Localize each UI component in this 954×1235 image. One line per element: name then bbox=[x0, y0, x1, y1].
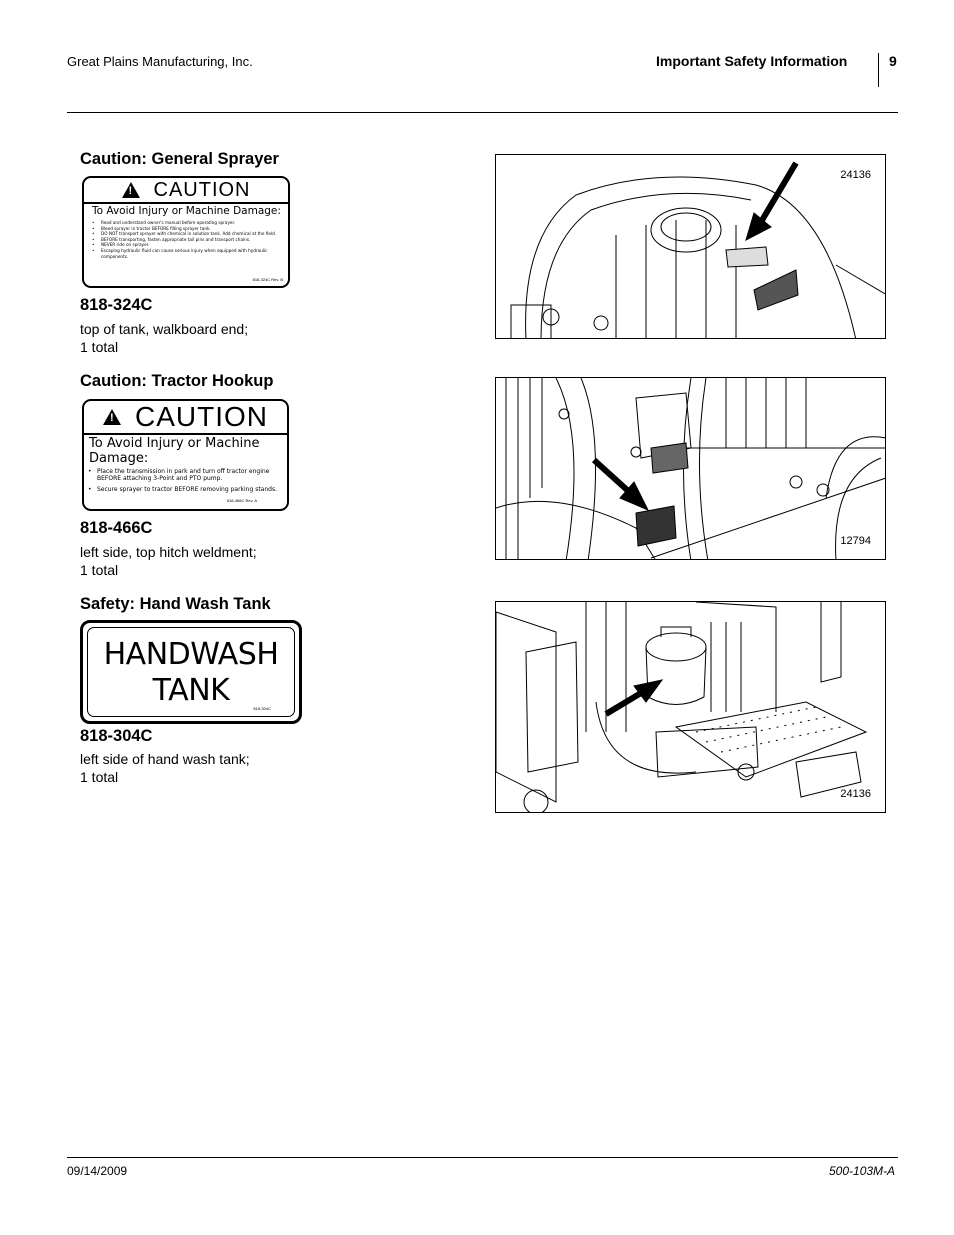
footer-doc-number: 500-103M-A bbox=[829, 1164, 896, 1178]
figure-number: 12794 bbox=[840, 535, 871, 547]
photo-tank-top bbox=[495, 154, 886, 339]
decal-bullet: • BEFORE transporting, fasten appropriate tail pins and transport chains. bbox=[92, 237, 288, 243]
caution-decal-tractor-hookup bbox=[82, 399, 289, 511]
warning-triangle-icon: ! bbox=[103, 409, 121, 425]
section-title: Important Safety Information bbox=[656, 53, 848, 69]
hitch-illustration bbox=[496, 378, 886, 560]
part-number: 818-324C bbox=[80, 296, 153, 314]
part-description: left side of hand wash tank; 1 total bbox=[80, 751, 250, 785]
decal-subheading: To Avoid Injury or Machine Damage: bbox=[92, 205, 281, 217]
handwash-tank-decal bbox=[80, 620, 302, 724]
page-number: 9 bbox=[889, 53, 897, 69]
decal-bullet: • Read and understand owner's manual before operating sprayer. bbox=[92, 220, 288, 226]
decal-part-code: 818-324C Rev. B bbox=[252, 277, 283, 282]
decal-line: TANK bbox=[152, 673, 230, 708]
part-number: 818-466C bbox=[80, 519, 153, 537]
part-description: top of tank, walkboard end; 1 total bbox=[80, 321, 249, 355]
warning-triangle-icon: ! bbox=[122, 182, 140, 198]
decal-bullet: • Secure sprayer to tractor BEFORE removing parking stands. bbox=[88, 486, 286, 493]
part-description: left side, top hitch weldment; 1 total bbox=[80, 544, 257, 578]
decal-heading: CAUTION bbox=[153, 178, 251, 201]
footer-rule bbox=[67, 1157, 898, 1158]
decal-bullet-list bbox=[92, 220, 288, 259]
figure-number: 24136 bbox=[840, 169, 871, 181]
decal-bullet-list bbox=[88, 468, 286, 494]
caution-decal-general-sprayer bbox=[82, 176, 290, 288]
decal-part-code: 818-304C bbox=[253, 706, 271, 711]
decal-part-code: 818-466C Rev. A bbox=[226, 498, 257, 503]
section-title-tractor-hookup: Caution: Tractor Hookup bbox=[80, 372, 274, 390]
footer-date: 09/14/2009 bbox=[67, 1164, 128, 1178]
header-divider bbox=[878, 53, 879, 87]
decal-subheading: To Avoid Injury or Machine Damage: bbox=[89, 436, 260, 466]
decal-bullet: • Place the transmission in park and turn off tractor engine BEFORE attaching 3-Point and PTO pump. bbox=[88, 468, 286, 482]
decal-bullet: • NEVER ride on sprayer. bbox=[92, 242, 288, 248]
photo-hitch-weldment bbox=[495, 377, 886, 560]
tank-illustration bbox=[496, 155, 886, 339]
decal-bullet: • DO NOT transport sprayer with chemical in solution tank. Add chemical at the field. bbox=[92, 231, 288, 237]
decal-line: HANDWASH bbox=[103, 637, 279, 672]
company-name: Great Plains Manufacturing, Inc. bbox=[67, 54, 253, 69]
header-rule bbox=[67, 112, 898, 113]
figure-number: 24136 bbox=[840, 788, 871, 800]
part-number: 818-304C bbox=[80, 727, 153, 745]
photo-hand-wash-tank bbox=[495, 601, 886, 813]
decal-bullet: • Bleed sprayer in tractor BEFORE filling sprayer tank. bbox=[92, 226, 288, 232]
section-title-hand-wash-tank: Safety: Hand Wash Tank bbox=[80, 595, 271, 613]
decal-bullet: • Escaping hydraulic fluid can cause serious injury when equipped with hydraulic components. bbox=[92, 248, 288, 259]
hand-wash-tank-illustration bbox=[496, 602, 886, 813]
decal-heading: CAUTION bbox=[135, 401, 268, 432]
section-title-general-sprayer: Caution: General Sprayer bbox=[80, 150, 279, 168]
